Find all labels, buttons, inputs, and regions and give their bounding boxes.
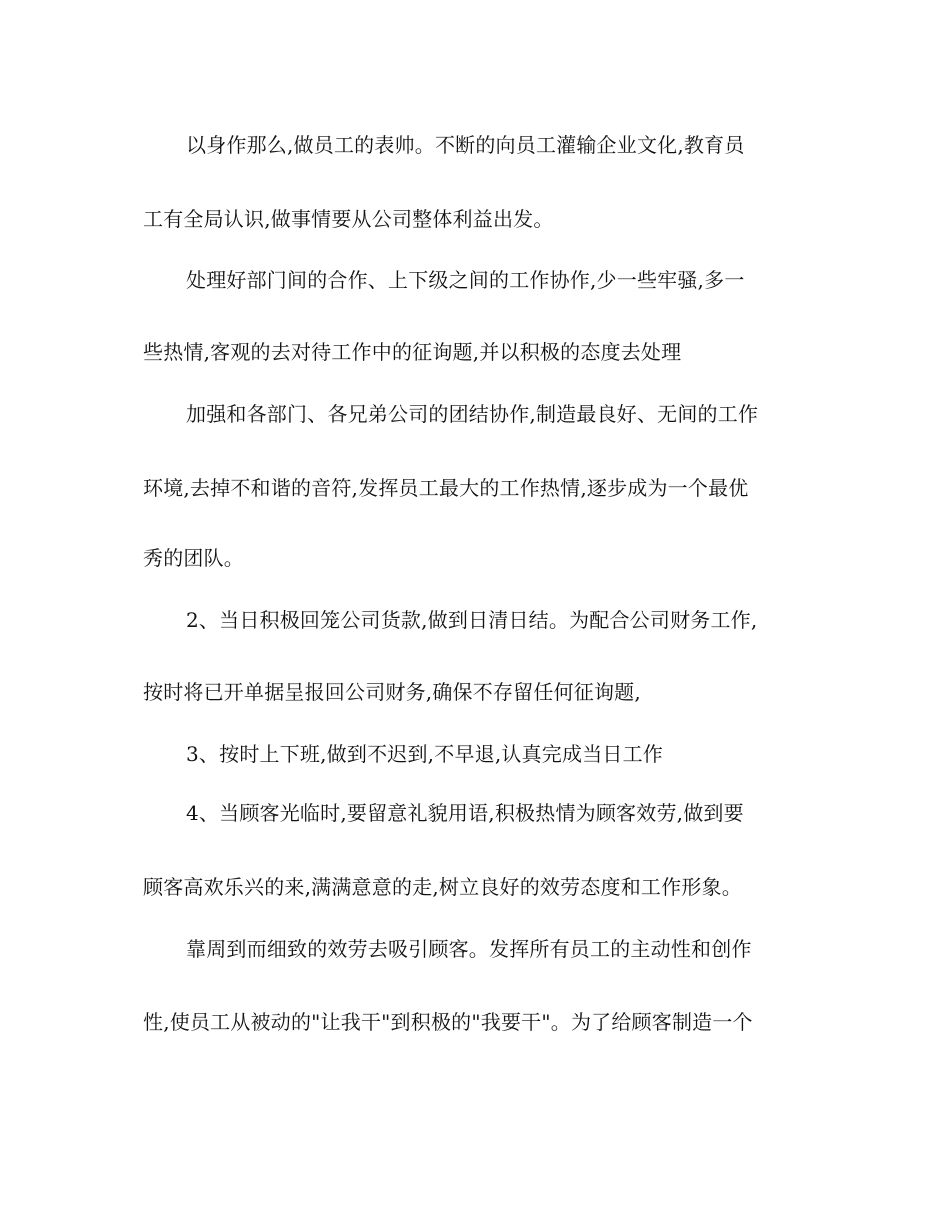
text-line: 工有全局认识,做事情要从公司整体利益出发。 [143, 207, 554, 231]
text-line: 些热情,客观的去对待工作中的征询题,并以积极的态度去处理 [143, 340, 682, 364]
text-line: 顾客高欢乐兴的来,满满意意的走,树立良好的效劳态度和工作形象。 [143, 875, 742, 899]
text-line: 3、按时上下班,做到不迟到,不早退,认真完成当日工作 [186, 742, 663, 766]
text-line: 2、当日积极回笼公司货款,做到日清日结。为配合公司财务工作, [186, 608, 758, 632]
text-line: 4、当顾客光临时,要留意礼貌用语,积极热情为顾客效劳,做到要 [186, 801, 744, 825]
text-line: 以身作那么,做员工的表帅。不断的向员工灌输企业文化,教育员 [186, 133, 745, 157]
text-line: 按时将已开单据呈报回公司财务,确保不存留任何征询题, [143, 680, 641, 704]
text-line: 环境,去掉不和谐的音符,发挥员工最大的工作热情,逐步成为一个最优 [143, 476, 749, 500]
text-line: 性,使员工从被动的"让我干"到积极的"我要干"。为了给顾客制造一个 [143, 1010, 753, 1034]
text-line: 秀的团队。 [143, 546, 244, 570]
text-line: 加强和各部门、各兄弟公司的团结协作,制造最良好、无间的工作 [186, 402, 759, 426]
text-line: 处理好部门间的合作、上下级之间的工作协作,少一些牢骚,多一 [186, 268, 745, 292]
text-line: 靠周到而细致的效劳去吸引顾客。发挥所有员工的主动性和创作 [186, 937, 752, 961]
